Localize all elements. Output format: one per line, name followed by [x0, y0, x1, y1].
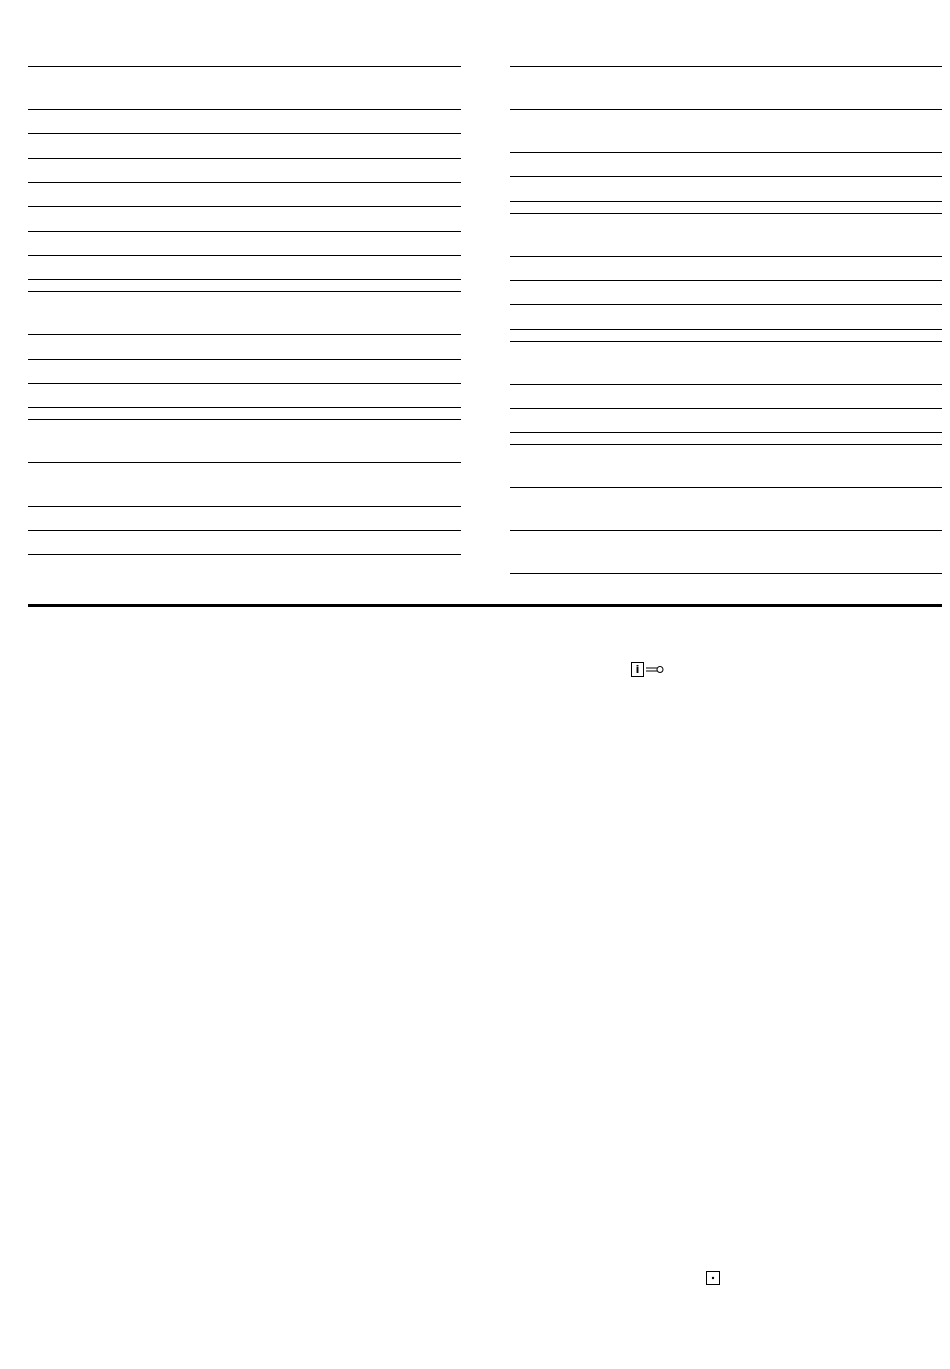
table-row-rule [510, 444, 942, 445]
table-row-rule [28, 66, 461, 67]
table-row-rule [510, 256, 942, 257]
table-row-rule [28, 359, 461, 360]
table-row-rule [28, 383, 461, 384]
dot-icon [711, 1276, 715, 1280]
table-row-rule [28, 334, 461, 335]
table-row-rule [28, 279, 461, 280]
table-row-rule [510, 329, 942, 330]
table-row-rule [510, 304, 942, 305]
table-row-rule [28, 231, 461, 232]
table-row-rule [28, 158, 461, 159]
table-row-rule [28, 291, 461, 292]
table-row-rule [510, 384, 942, 385]
key-icon [646, 664, 664, 674]
right-table [510, 0, 942, 580]
table-row-rule [28, 407, 461, 408]
table-row-rule [28, 182, 461, 183]
table-row-rule [510, 213, 942, 214]
table-row-rule [510, 341, 942, 342]
table-row-rule [28, 554, 461, 555]
table-row-rule [28, 419, 461, 420]
info-key-icon [631, 661, 664, 677]
table-row-rule [510, 152, 942, 153]
table-row-rule [510, 280, 942, 281]
table-row-rule [510, 176, 942, 177]
dot-box-icon [706, 1271, 720, 1285]
left-table [28, 0, 461, 560]
table-row-rule [28, 133, 461, 134]
table-row-rule [28, 462, 461, 463]
table-row-rule [510, 530, 942, 531]
table-row-rule [28, 255, 461, 256]
table-row-rule [510, 109, 942, 110]
table-row-rule [28, 530, 461, 531]
info-icon: i [631, 662, 644, 677]
table-row-rule [28, 109, 461, 110]
table-row-rule [510, 432, 942, 433]
table-row-rule [510, 573, 942, 574]
section-divider [28, 604, 942, 607]
table-row-rule [28, 206, 461, 207]
table-row-rule [510, 487, 942, 488]
table-row-rule [510, 408, 942, 409]
table-row-rule [510, 66, 942, 67]
table-row-rule [28, 506, 461, 507]
table-row-rule [510, 201, 942, 202]
